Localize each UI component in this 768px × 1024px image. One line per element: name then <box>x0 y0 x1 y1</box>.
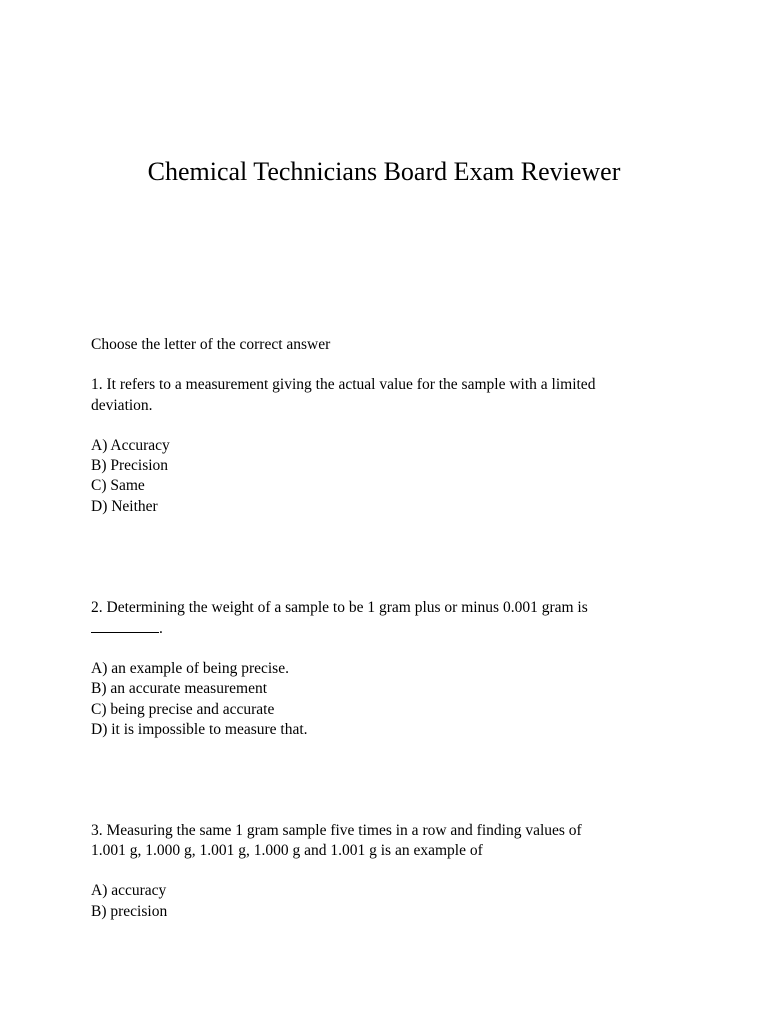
question-1-stem-line-1: 1. It refers to a measurement giving the actual value for the sample with a limited <box>91 376 596 394</box>
document-title: Chemical Technicians Board Exam Reviewer <box>147 157 621 186</box>
question-2-stem-line-2 <box>91 618 691 639</box>
question-2-choice-c: C) being precise and accurate <box>91 700 275 718</box>
question-3-stem-line-1: 3. Measuring the same 1 gram sample five times in a row and finding values of <box>91 821 582 839</box>
question-3 <box>91 821 691 922</box>
question-2 <box>91 598 691 740</box>
question-2-choice-a: A) an example of being precise. <box>91 660 289 678</box>
question-1 <box>91 375 691 516</box>
question-1-choice-a: A) Accuracy <box>91 436 170 454</box>
question-2-stem-line-1: 2. Determining the weight of a sample to be 1 gram plus or minus 0.001 gram is <box>91 598 588 616</box>
question-1-choice-b: B) Precision <box>91 457 169 475</box>
question-2-stem-tail: . <box>159 619 163 637</box>
document-body <box>91 335 691 922</box>
question-1-choice-d: D) Neither <box>91 497 158 515</box>
question-1-choice-c: C) Same <box>91 477 145 495</box>
instruction-text: Choose the letter of the correct answer <box>91 336 331 353</box>
answer-blank <box>91 618 159 633</box>
question-2-choice-d: D) it is impossible to measure that. <box>91 720 308 738</box>
question-2-choice-b: B) an accurate measurement <box>91 680 268 698</box>
question-3-choice-a: A) accuracy <box>91 882 167 900</box>
question-1-stem-line-2: deviation. <box>91 396 153 414</box>
question-3-stem-line-2: 1.001 g, 1.000 g, 1.001 g, 1.000 g and 1.001 g is an example of <box>91 841 483 859</box>
question-3-choice-b: B) precision <box>91 902 168 920</box>
